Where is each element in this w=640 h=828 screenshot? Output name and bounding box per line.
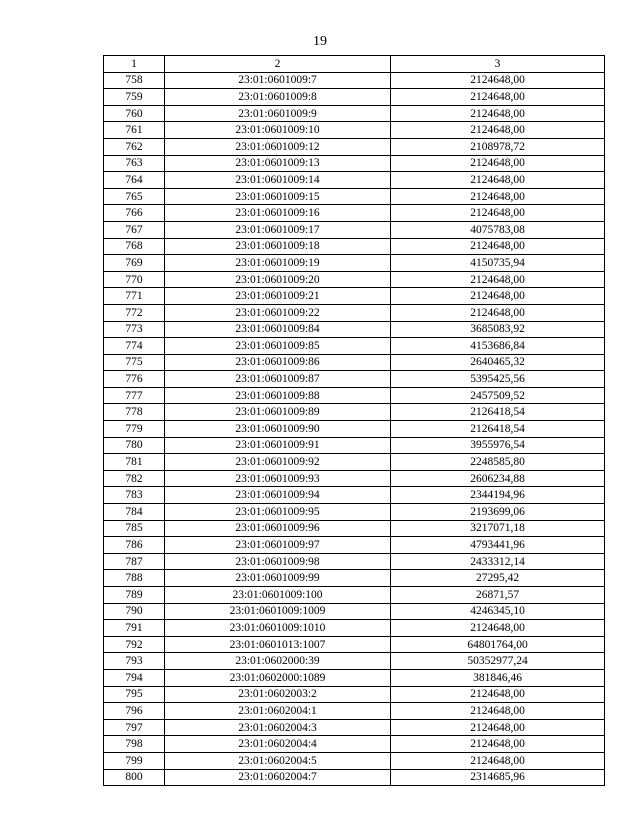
cell-row-number: 758 — [104, 72, 165, 89]
column-header-value: 3 — [391, 56, 605, 73]
cell-row-number: 772 — [104, 304, 165, 321]
table-header-row — [104, 56, 605, 73]
table-body — [104, 72, 605, 786]
cell-value: 2124648,00 — [391, 172, 605, 189]
cell-row-number: 770 — [104, 271, 165, 288]
cell-row-number: 792 — [104, 636, 165, 653]
table-row — [104, 105, 605, 122]
cell-value: 2124648,00 — [391, 304, 605, 321]
cell-value: 4153686,84 — [391, 338, 605, 355]
cell-value: 2124648,00 — [391, 238, 605, 255]
cell-value: 2248585,80 — [391, 454, 605, 471]
cell-cadastral-number: 23:01:0601009:97 — [165, 537, 391, 554]
cell-row-number: 763 — [104, 155, 165, 172]
cell-cadastral-number: 23:01:0601009:92 — [165, 454, 391, 471]
cell-row-number: 779 — [104, 421, 165, 438]
table-row — [104, 271, 605, 288]
table-row — [104, 72, 605, 89]
table-row — [104, 769, 605, 786]
cell-cadastral-number: 23:01:0601009:86 — [165, 354, 391, 371]
cell-row-number: 780 — [104, 437, 165, 454]
cell-cadastral-number: 23:01:0601009:85 — [165, 338, 391, 355]
cell-row-number: 796 — [104, 703, 165, 720]
cell-cadastral-number: 23:01:0601009:94 — [165, 487, 391, 504]
cell-row-number: 765 — [104, 188, 165, 205]
table-row — [104, 172, 605, 189]
cell-cadastral-number: 23:01:0601009:15 — [165, 188, 391, 205]
cell-value: 2124648,00 — [391, 719, 605, 736]
cell-cadastral-number: 23:01:0601009:88 — [165, 387, 391, 404]
column-header-number: 1 — [104, 56, 165, 73]
cell-value: 3955976,54 — [391, 437, 605, 454]
cell-value: 2124648,00 — [391, 188, 605, 205]
cell-row-number: 793 — [104, 653, 165, 670]
cell-cadastral-number: 23:01:0601009:21 — [165, 288, 391, 305]
cell-row-number: 800 — [104, 769, 165, 786]
cell-value: 2124648,00 — [391, 122, 605, 139]
cell-value: 2606234,88 — [391, 470, 605, 487]
cell-value: 26871,57 — [391, 587, 605, 604]
cell-value: 2124648,00 — [391, 620, 605, 637]
cell-value: 2124648,00 — [391, 686, 605, 703]
cell-row-number: 786 — [104, 537, 165, 554]
cell-row-number: 797 — [104, 719, 165, 736]
cell-cadastral-number: 23:01:0602004:3 — [165, 719, 391, 736]
cell-cadastral-number: 23:01:0601009:100 — [165, 587, 391, 604]
cell-row-number: 760 — [104, 105, 165, 122]
cell-value: 4246345,10 — [391, 603, 605, 620]
table-row — [104, 304, 605, 321]
cell-row-number: 775 — [104, 354, 165, 371]
cell-value: 2193699,06 — [391, 504, 605, 521]
cell-value: 2457509,52 — [391, 387, 605, 404]
cell-cadastral-number: 23:01:0601009:12 — [165, 138, 391, 155]
cell-row-number: 781 — [104, 454, 165, 471]
cell-cadastral-number: 23:01:0601009:19 — [165, 255, 391, 272]
cell-value: 2124648,00 — [391, 155, 605, 172]
cell-cadastral-number: 23:01:0601009:10 — [165, 122, 391, 139]
cell-cadastral-number: 23:01:0601009:95 — [165, 504, 391, 521]
cell-value: 4075783,08 — [391, 221, 605, 238]
cell-value: 2124648,00 — [391, 72, 605, 89]
cell-value: 50352977,24 — [391, 653, 605, 670]
cell-value: 2124648,00 — [391, 288, 605, 305]
cell-row-number: 794 — [104, 669, 165, 686]
cell-cadastral-number: 23:01:0602004:4 — [165, 736, 391, 753]
cell-row-number: 768 — [104, 238, 165, 255]
cell-cadastral-number: 23:01:0601009:87 — [165, 371, 391, 388]
cell-value: 2124648,00 — [391, 271, 605, 288]
cell-cadastral-number: 23:01:0601009:91 — [165, 437, 391, 454]
cell-value: 2126418,54 — [391, 421, 605, 438]
cell-row-number: 773 — [104, 321, 165, 338]
table-row — [104, 752, 605, 769]
table-row — [104, 89, 605, 106]
table-row — [104, 221, 605, 238]
column-header-cadastral-number: 2 — [165, 56, 391, 73]
table-row — [104, 504, 605, 521]
cell-cadastral-number: 23:01:0602004:1 — [165, 703, 391, 720]
cell-cadastral-number: 23:01:0601009:13 — [165, 155, 391, 172]
cell-cadastral-number: 23:01:0601009:7 — [165, 72, 391, 89]
cell-cadastral-number: 23:01:0602004:5 — [165, 752, 391, 769]
table-row — [104, 238, 605, 255]
table-row — [104, 553, 605, 570]
cell-value: 27295,42 — [391, 570, 605, 587]
cell-row-number: 790 — [104, 603, 165, 620]
table-row — [104, 404, 605, 421]
table-row — [104, 669, 605, 686]
cell-cadastral-number: 23:01:0601009:98 — [165, 553, 391, 570]
table-row — [104, 736, 605, 753]
cell-row-number: 799 — [104, 752, 165, 769]
table-row — [104, 387, 605, 404]
cell-cadastral-number: 23:01:0601009:90 — [165, 421, 391, 438]
cell-value: 2124648,00 — [391, 703, 605, 720]
cell-row-number: 783 — [104, 487, 165, 504]
cell-value: 3685083,92 — [391, 321, 605, 338]
cell-value: 2640465,32 — [391, 354, 605, 371]
table-row — [104, 470, 605, 487]
cell-value: 2124648,00 — [391, 205, 605, 222]
table-row — [104, 537, 605, 554]
cell-value: 381846,46 — [391, 669, 605, 686]
table-row — [104, 122, 605, 139]
table-row — [104, 620, 605, 637]
table-row — [104, 686, 605, 703]
table-row — [104, 520, 605, 537]
table-row — [104, 719, 605, 736]
cell-value: 2124648,00 — [391, 105, 605, 122]
table-row — [104, 454, 605, 471]
data-table — [103, 55, 605, 786]
table-row — [104, 636, 605, 653]
table-row — [104, 138, 605, 155]
cell-cadastral-number: 23:01:0601009:89 — [165, 404, 391, 421]
cell-cadastral-number: 23:01:0601009:16 — [165, 205, 391, 222]
cell-value: 2124648,00 — [391, 89, 605, 106]
cell-value: 2344194,96 — [391, 487, 605, 504]
cell-row-number: 774 — [104, 338, 165, 355]
cell-cadastral-number: 23:01:0601009:1009 — [165, 603, 391, 620]
cell-cadastral-number: 23:01:0601009:20 — [165, 271, 391, 288]
cell-row-number: 795 — [104, 686, 165, 703]
cell-value: 3217071,18 — [391, 520, 605, 537]
table-row — [104, 205, 605, 222]
cell-cadastral-number: 23:01:0601009:9 — [165, 105, 391, 122]
cell-value: 5395425,56 — [391, 371, 605, 388]
table-row — [104, 703, 605, 720]
cell-row-number: 764 — [104, 172, 165, 189]
cell-cadastral-number: 23:01:0601009:1010 — [165, 620, 391, 637]
cell-row-number: 766 — [104, 205, 165, 222]
cell-value: 4150735,94 — [391, 255, 605, 272]
cell-value: 2314685,96 — [391, 769, 605, 786]
table-row — [104, 487, 605, 504]
cell-row-number: 789 — [104, 587, 165, 604]
cell-cadastral-number: 23:01:0601009:18 — [165, 238, 391, 255]
cell-row-number: 769 — [104, 255, 165, 272]
cell-cadastral-number: 23:01:0601013:1007 — [165, 636, 391, 653]
cell-cadastral-number: 23:01:0601009:8 — [165, 89, 391, 106]
cell-row-number: 776 — [104, 371, 165, 388]
cell-cadastral-number: 23:01:0601009:14 — [165, 172, 391, 189]
cell-row-number: 767 — [104, 221, 165, 238]
cell-row-number: 761 — [104, 122, 165, 139]
table-row — [104, 188, 605, 205]
cell-row-number: 778 — [104, 404, 165, 421]
cell-row-number: 759 — [104, 89, 165, 106]
table-row — [104, 155, 605, 172]
cell-cadastral-number: 23:01:0601009:96 — [165, 520, 391, 537]
cell-cadastral-number: 23:01:0601009:22 — [165, 304, 391, 321]
table-row — [104, 603, 605, 620]
table-row — [104, 653, 605, 670]
cell-row-number: 762 — [104, 138, 165, 155]
cell-row-number: 784 — [104, 504, 165, 521]
cell-row-number: 782 — [104, 470, 165, 487]
cell-cadastral-number: 23:01:0602000:39 — [165, 653, 391, 670]
cell-value: 2126418,54 — [391, 404, 605, 421]
cell-cadastral-number: 23:01:0602000:1089 — [165, 669, 391, 686]
cell-value: 2124648,00 — [391, 752, 605, 769]
table-row — [104, 587, 605, 604]
table-row — [104, 570, 605, 587]
cell-cadastral-number: 23:01:0601009:17 — [165, 221, 391, 238]
cell-cadastral-number: 23:01:0602003:2 — [165, 686, 391, 703]
cell-value: 2108978,72 — [391, 138, 605, 155]
cell-row-number: 798 — [104, 736, 165, 753]
cell-value: 4793441,96 — [391, 537, 605, 554]
cell-cadastral-number: 23:01:0601009:84 — [165, 321, 391, 338]
table-row — [104, 255, 605, 272]
cell-row-number: 785 — [104, 520, 165, 537]
cell-cadastral-number: 23:01:0602004:7 — [165, 769, 391, 786]
table-row — [104, 338, 605, 355]
cell-row-number: 777 — [104, 387, 165, 404]
cell-row-number: 788 — [104, 570, 165, 587]
table-header — [104, 56, 605, 73]
cell-cadastral-number: 23:01:0601009:99 — [165, 570, 391, 587]
cell-value: 2433312,14 — [391, 553, 605, 570]
cell-row-number: 771 — [104, 288, 165, 305]
table-row — [104, 321, 605, 338]
table-row — [104, 371, 605, 388]
cell-row-number: 787 — [104, 553, 165, 570]
cell-row-number: 791 — [104, 620, 165, 637]
page-number: 19 — [313, 34, 327, 49]
table-row — [104, 354, 605, 371]
cell-cadastral-number: 23:01:0601009:93 — [165, 470, 391, 487]
table-row — [104, 288, 605, 305]
table-row — [104, 421, 605, 438]
cell-value: 2124648,00 — [391, 736, 605, 753]
cell-value: 64801764,00 — [391, 636, 605, 653]
table-row — [104, 437, 605, 454]
